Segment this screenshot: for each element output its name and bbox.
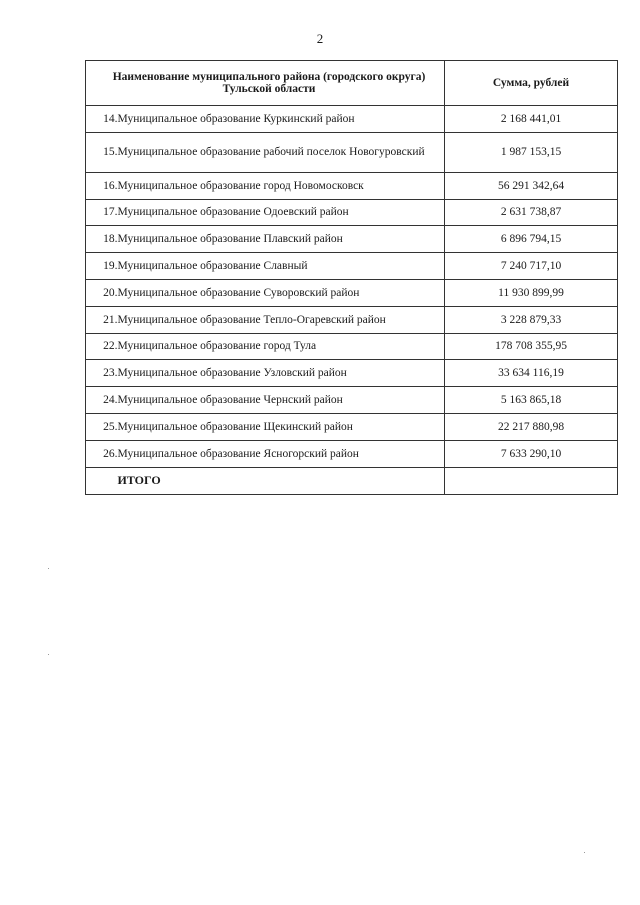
table-row [86, 172, 618, 199]
header-name-cell: Наименование муниципального района (городского округа) Тульской области [86, 61, 445, 106]
scan-speck [48, 568, 49, 569]
row-number: 21. [86, 306, 118, 333]
row-sum: 6 896 794,15 [445, 226, 618, 253]
table-row [86, 199, 618, 226]
row-sum: 7 240 717,10 [445, 253, 618, 280]
table-row [86, 413, 618, 440]
row-number: 16. [86, 172, 118, 199]
row-number: 19. [86, 253, 118, 280]
row-sum: 5 163 865,18 [445, 387, 618, 414]
row-name: Муниципальное образование Плавский район [118, 226, 445, 253]
row-name: Муниципальное образование Чернский район [118, 387, 445, 414]
row-sum: 178 708 355,95 [445, 333, 618, 360]
row-sum: 3 228 879,33 [445, 306, 618, 333]
table-row [86, 440, 618, 467]
row-number: 20. [86, 279, 118, 306]
table-row [86, 306, 618, 333]
total-number-cell [86, 467, 118, 494]
row-sum: 7 633 290,10 [445, 440, 618, 467]
row-number: 26. [86, 440, 118, 467]
municipal-sum-table [85, 60, 618, 495]
row-name: Муниципальное образование Славный [118, 253, 445, 280]
table-row [86, 132, 618, 172]
row-name: Муниципальное образование Суворовский район [118, 279, 445, 306]
scan-speck [584, 852, 585, 853]
row-name: Муниципальное образование Щекинский район [118, 413, 445, 440]
row-sum: 56 291 342,64 [445, 172, 618, 199]
table-row [86, 106, 618, 133]
table-row [86, 360, 618, 387]
row-sum: 22 217 880,98 [445, 413, 618, 440]
row-number: 17. [86, 199, 118, 226]
row-number: 24. [86, 387, 118, 414]
row-number: 15. [86, 132, 118, 172]
row-number: 23. [86, 360, 118, 387]
total-label: ИТОГО [118, 467, 445, 494]
row-sum: 2 631 738,87 [445, 199, 618, 226]
table-row [86, 226, 618, 253]
table-row [86, 333, 618, 360]
row-number: 14. [86, 106, 118, 133]
row-name: Муниципальное образование Ясногорский район [118, 440, 445, 467]
total-sum [445, 467, 618, 494]
table-row [86, 387, 618, 414]
row-name: Муниципальное образование город Тула [118, 333, 445, 360]
table-row [86, 253, 618, 280]
table-header-row [86, 61, 618, 106]
header-sum-cell: Сумма, рублей [445, 61, 618, 106]
row-name: Муниципальное образование рабочий поселок Новогуровский [118, 132, 445, 172]
row-name: Муниципальное образование Узловский район [118, 360, 445, 387]
row-sum: 2 168 441,01 [445, 106, 618, 133]
scan-speck [48, 654, 49, 655]
row-name: Муниципальное образование город Новомосковск [118, 172, 445, 199]
page-number: 2 [316, 31, 324, 46]
total-row [86, 467, 618, 494]
row-name: Муниципальное образование Одоевский район [118, 199, 445, 226]
row-number: 25. [86, 413, 118, 440]
row-sum: 1 987 153,15 [445, 132, 618, 172]
table-row [86, 279, 618, 306]
row-number: 22. [86, 333, 118, 360]
row-sum: 11 930 899,99 [445, 279, 618, 306]
row-name: Муниципальное образование Куркинский район [118, 106, 445, 133]
row-name: Муниципальное образование Тепло-Огаревский район [118, 306, 445, 333]
row-sum: 33 634 116,19 [445, 360, 618, 387]
row-number: 18. [86, 226, 118, 253]
